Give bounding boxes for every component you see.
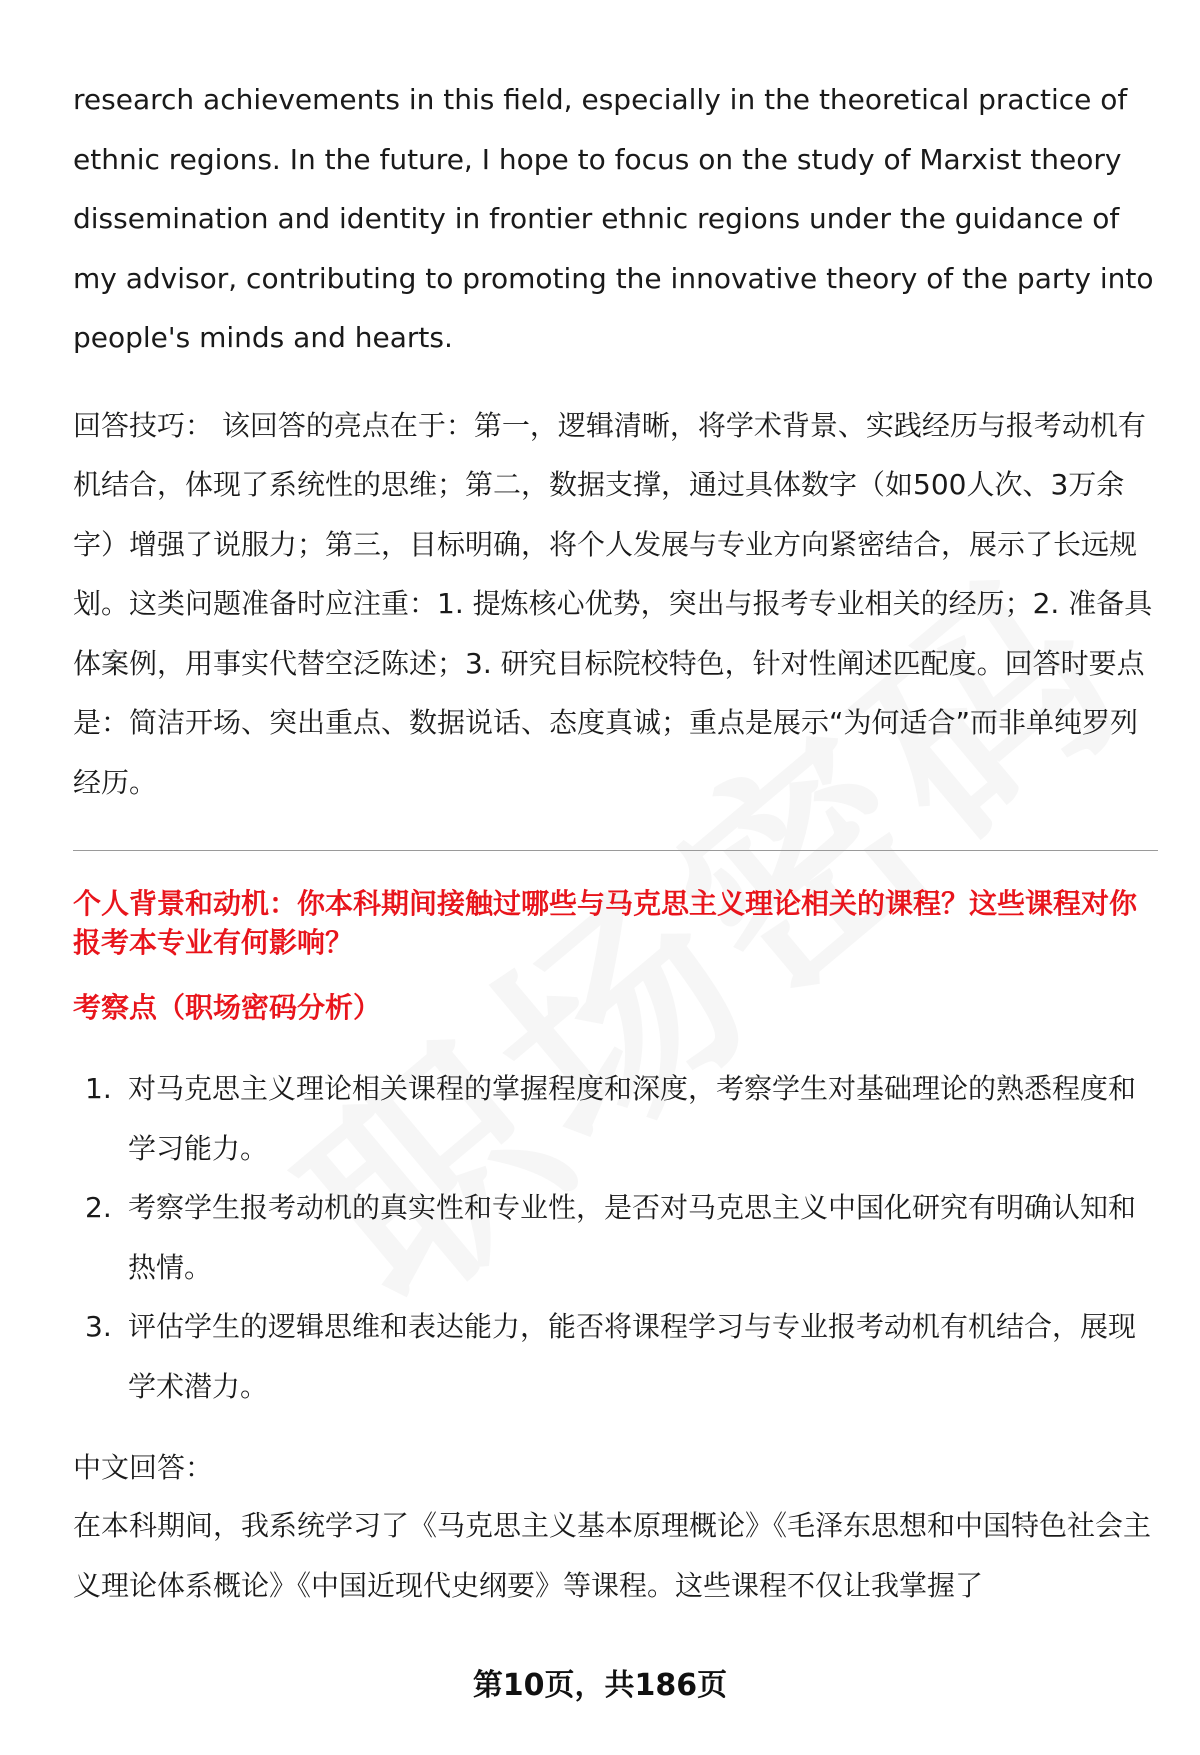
chinese-answer-label: 中文回答： xyxy=(73,1451,214,1484)
exam-points-heading: 考察点（职场密码分析） xyxy=(73,991,382,1024)
list-item-number: 2. xyxy=(85,1191,112,1224)
exam-points-list xyxy=(73,1059,1158,1416)
list-item xyxy=(73,1178,1158,1297)
english-answer-paragraph: research achievements in this field, especially in the theoretical practice of ethnic regions. In the future, I hope to focus on the study of Marxist theory dissemination and identity in frontier ethnic regions under the guidance of my advisor, contributing to promoting the innovative theory of the party into people's minds and hearts. xyxy=(73,83,1154,354)
page-content xyxy=(73,70,1158,1615)
list-item-text: 评估学生的逻辑思维和表达能力，能否将课程学习与专业报考动机有机结合，展现学术潜力。 xyxy=(128,1310,1137,1403)
list-item-text: 考察学生报考动机的真实性和专业性，是否对马克思主义中国化研究有明确认知和热情。 xyxy=(128,1191,1137,1284)
list-item xyxy=(73,1297,1158,1416)
answer-tips-paragraph: 回答技巧： 该回答的亮点在于：第一，逻辑清晰，将学术背景、实践经历与报考动机有机结合，体现了系统性的思维；第二，数据支撑，通过具体数字（如500人次、3万余字）增强了说服力；第三，目标明确，将个人发展与专业方向紧密结合，展示了长远规划。这类问题准备时应注重：1. 提炼核心优势，突出与报考专业相关的经历；2. 准备具体案例，用事实代替空泛陈述；3. 研究目标院校特色，针对性阐述匹配度。回答时要点是：简洁开场、突出重点、数据说话、态度真诚；重点是展示“为何适合”而非单纯罗列经历。 xyxy=(73,408,1153,799)
page-number-footer: 第10页，共186页 xyxy=(472,1668,728,1703)
list-item-number: 3. xyxy=(85,1310,112,1343)
list-item-number: 1. xyxy=(85,1072,112,1105)
list-item xyxy=(73,1059,1158,1178)
list-item-text: 对马克思主义理论相关课程的掌握程度和深度，考察学生对基础理论的熟悉程度和学习能力。 xyxy=(128,1072,1137,1165)
section-divider xyxy=(73,850,1158,851)
chinese-answer-paragraph: 在本科期间，我系统学习了《马克思主义基本原理概论》《毛泽东思想和中国特色社会主义理论体系概论》《中国近现代史纲要》等课程。这些课程不仅让我掌握了 xyxy=(73,1509,1152,1602)
question-heading: 个人背景和动机：你本科期间接触过哪些与马克思主义理论相关的课程？这些课程对你报考本专业有何影响？ xyxy=(73,887,1138,959)
